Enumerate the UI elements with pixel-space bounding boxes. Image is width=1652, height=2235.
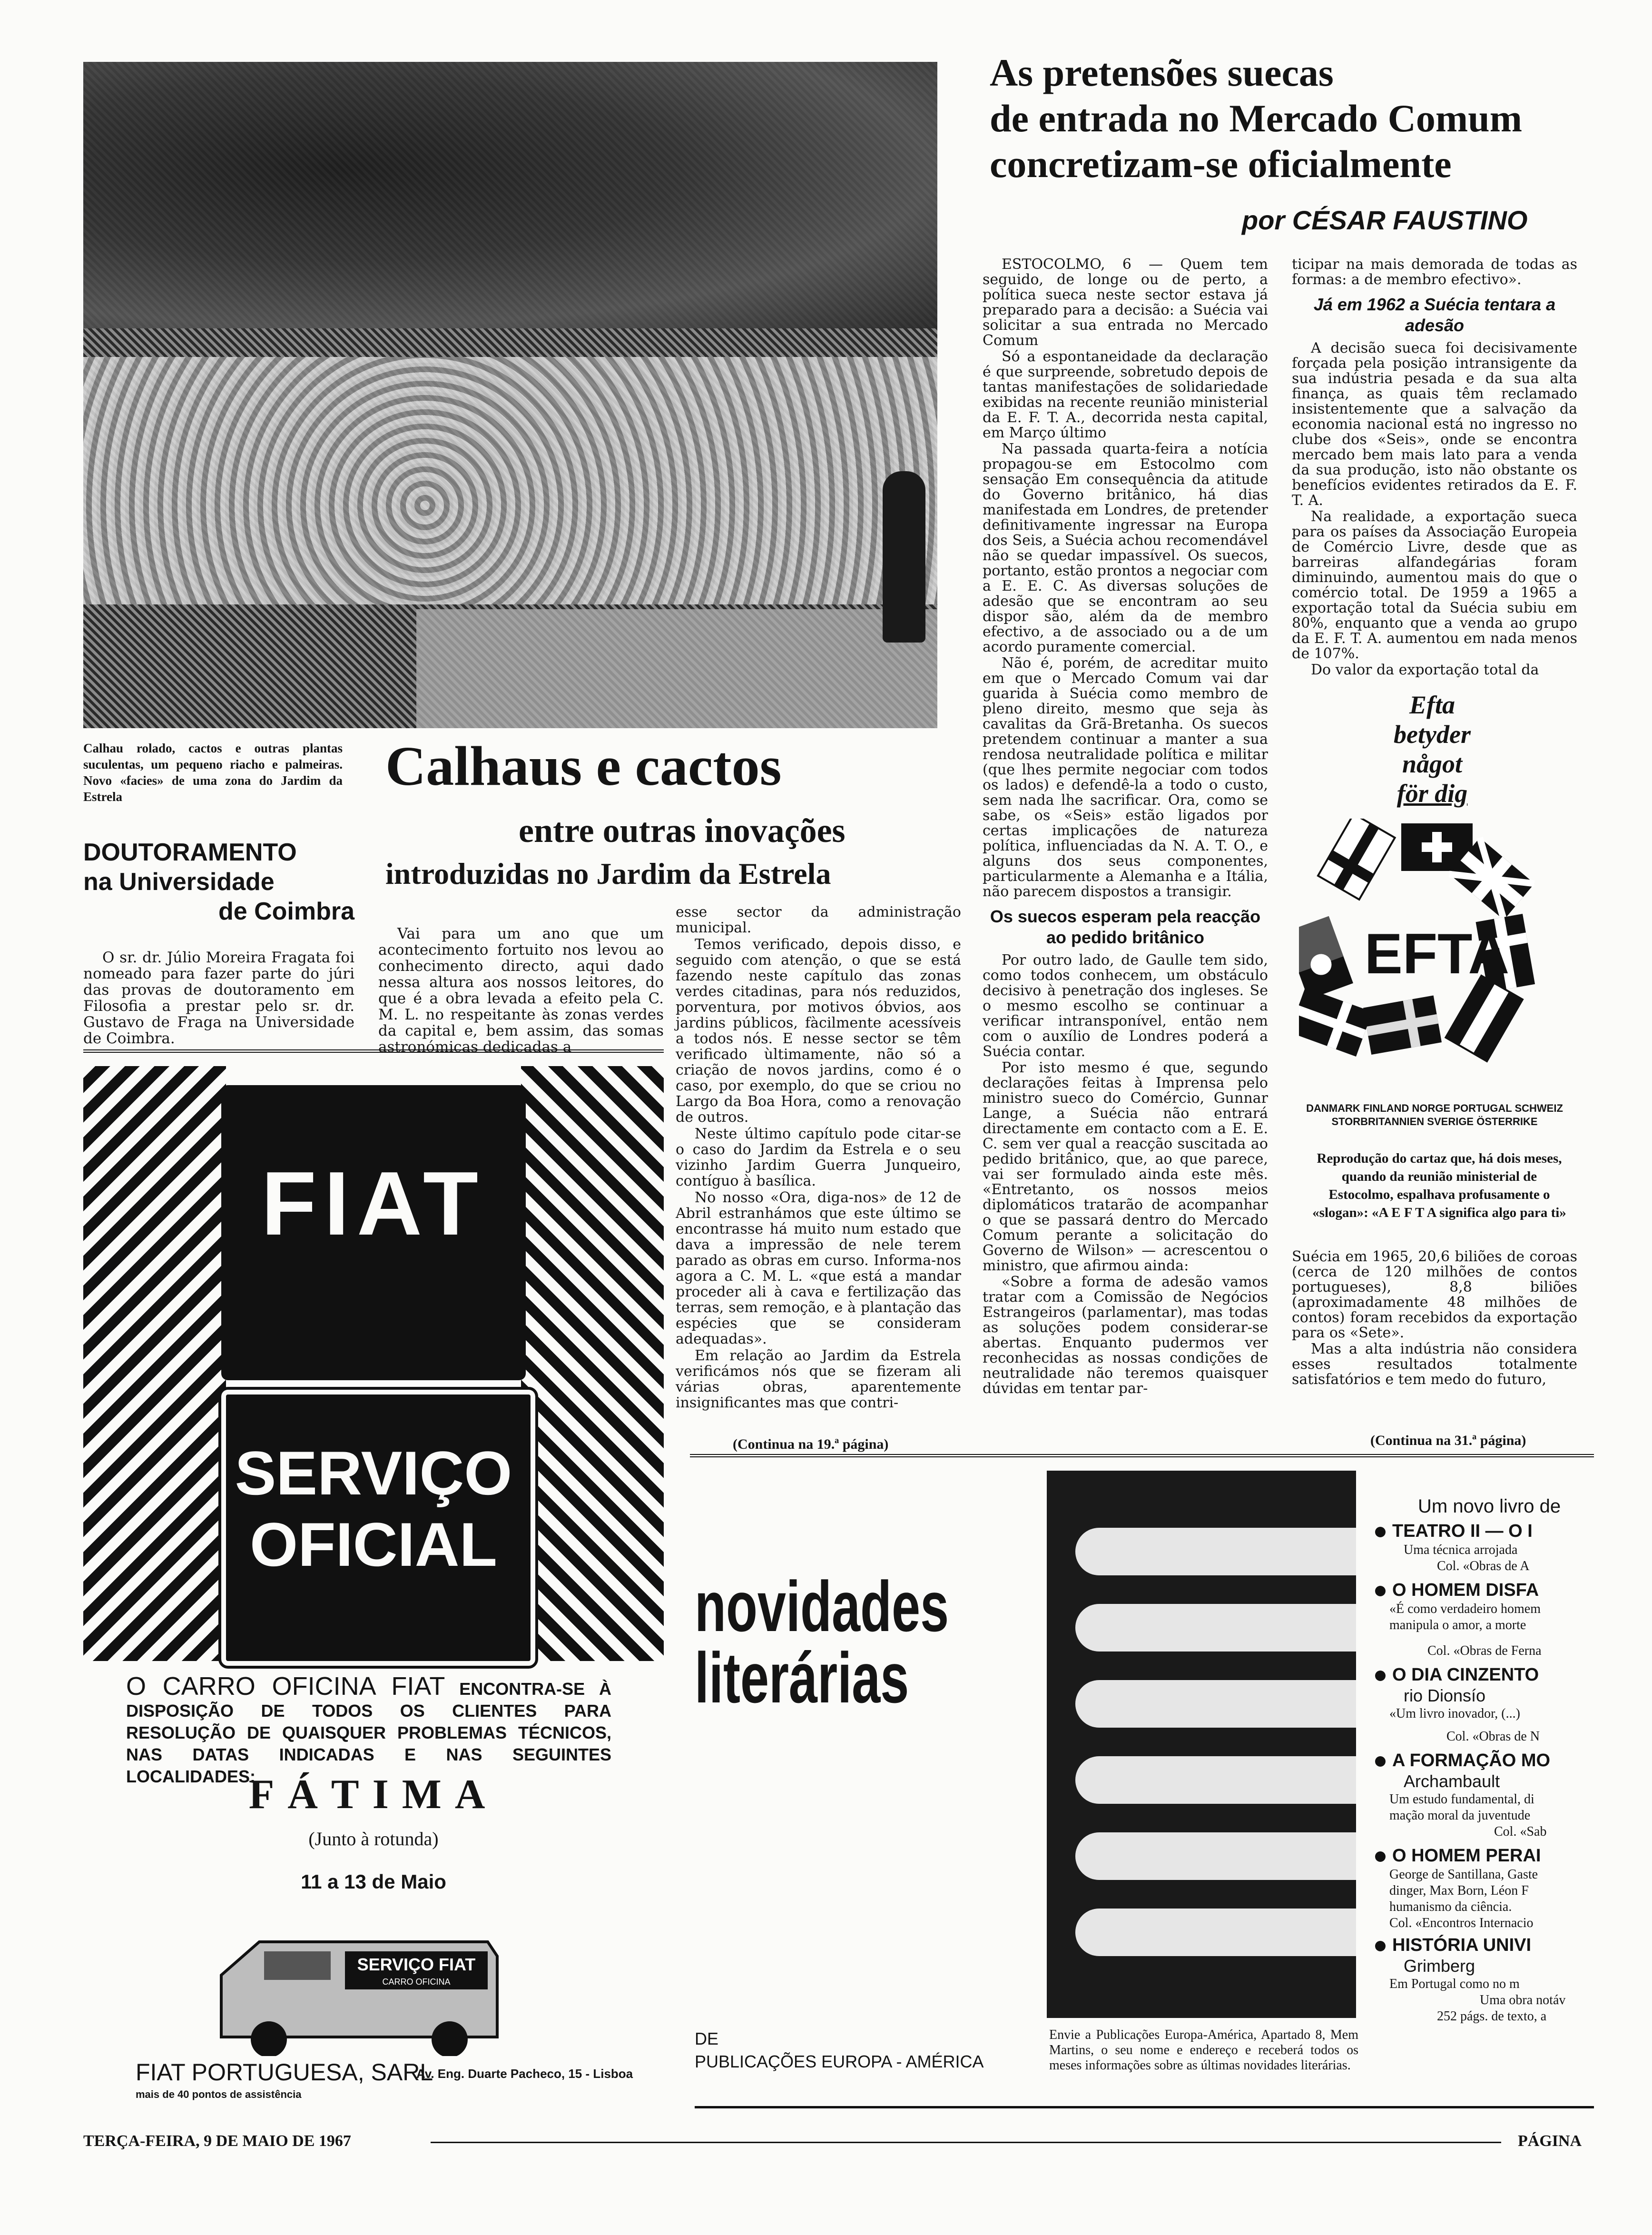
book-6 [1075, 1909, 1356, 1956]
flag-portugal-icon [1299, 916, 1353, 999]
bullet-icon [1375, 1671, 1386, 1681]
photo-figure [883, 471, 925, 643]
bullet-icon [1375, 1756, 1386, 1767]
book-4 [1075, 1756, 1356, 1804]
fiat-dates: 11 a 13 de Maio [301, 1870, 446, 1893]
book-item-4: A FORMAÇÃO MO Archambault Um estudo fundamental, di mação moral da juventude Col. «Sab [1375, 1750, 1594, 1840]
photo-rocks [83, 357, 937, 604]
books-stack-panel [1047, 1471, 1356, 2018]
photo-path [416, 609, 937, 728]
suecia-headline-line3: concretizam-se oficialmente [990, 142, 1452, 186]
books-title: novidades literárias [695, 1566, 949, 1718]
suecia-subhead-1: Os suecos esperam pela reacção ao pedido britânico [990, 907, 1261, 947]
fiat-van-illustration [202, 1923, 507, 2056]
books-send-info: Envie a Publicações Europa-América, Apartado 8, Mem Martins, o seu nome e endereço e receberá todos os meses informações sobre as últimas novidades literárias. [1049, 2027, 1358, 2073]
book-2 [1075, 1604, 1356, 1652]
flag-finland-icon [1318, 819, 1395, 900]
van-wheel-front [251, 2021, 287, 2056]
estrela-title: Calhaus e cactos [385, 735, 782, 797]
books-bottom-rule [695, 2106, 1594, 2108]
book-item-6: HISTÓRIA UNIVI Grimberg Em Portugal como no m Uma obra notáv 252 págs. de texto, a [1375, 1934, 1594, 2025]
efta-logo: EFTA [1364, 922, 1510, 986]
book-1 [1075, 1528, 1356, 1575]
fiat-company: FIAT PORTUGUESA, SARL [136, 2059, 433, 2086]
suecia-byline: por CÉSAR FAUSTINO [1242, 205, 1528, 235]
doutoramento-title-line1: DOUTORAMENTO [83, 839, 297, 866]
footer-date: TERÇA-FEIRA, 9 DE MAIO DE 1967 [83, 2132, 351, 2150]
book-item-1: TEATRO II — O I Uma técnica arrojada Col. «Obras de A [1375, 1520, 1594, 1574]
estrela-column-2: esse sector da administração municipal. Temos verificado, depois disso, e seguido com atenção, o que se está fazendo neste capítulo das zonas verdes citadinas, para nós reduzidos, porventura, por motivos óbvios, aos jardins públicos, fàcilmente acessíveis a todos nós. E nesse sector se têm verificado ùltimamente, não só a criação de novos jardins, como é o caso, por exemplo, do que se criou no Largo da Boa Hora, como a renovação de outros. Neste último capítulo pode citar-se o caso do Jardim da Estrela e o seu vizinho Jardim Guerra Junqueiro, contíguo à basílica. No nosso «Ora, diga-nos» de 12 de Abril estranhámos que este último se encontrasse há muito num estado que dava a impressão de nele terem parado as obras em curso. Informa-nos agora a C. M. L. «que está a mandar proceder ali à cava e fertilização das terras, sem remoção, e à plantação das espécies que se consideram adequadas». Em relação ao Jardim da Estrela verificámos nós que se fizeram ali várias obras, aparentemente insignificantes mas que contri- [676, 904, 961, 1411]
doutoramento-title [83, 838, 354, 926]
book-item-5: O HOMEM PERAI George de Santillana, Gaste dinger, Max Born, Léon F humanismo da ciência. Col. «Encontros Internacio [1375, 1845, 1594, 1931]
fiat-city: FÁTIMA [248, 1771, 499, 1818]
estrela-subtitle-2: introduzidas no Jardim da Estrela [385, 857, 831, 890]
suecia-column-a: ESTOCOLMO, 6 — Quem tem seguido, de longe ou de perto, a política sueca neste sector estava já preparado para a decisão: a Suécia vai solicitar a sua entrada no Mercado Comum Só a espontaneidade da declaração é que surpreende, sobretudo depois de tantas manifestações de solidariedade exibidas na recente reunião ministerial da E. F. T. A., decorrida nesta capital, em Março último Na passada quarta-feira a notícia propagou-se em Estocolmo com sensação Em consequência da atitude do Governo britânico, há dias manifestada em Londres, de pretender definitivamente ingressar na Europa dos Seis, a Suécia achou recomendável não se quedar impassível. Os suecos, portanto, estão prontos a negociar com a E. E. C. As diversas soluções de adesão que se encontram ao seu dispor são, além da de membro efectivo, a de associado ou a de um acordo puramente comercial. Não é, porém, de acreditar muito em que o Mercado Comum vai dar guarida à Suécia como membro de pleno direito, mesmo que seja às cavalitas da Grã-Bretanha. Os suecos pretendem continuar a manter a sua rendosa neutralidade política e militar (que lhes permite negociar com todos os lados) e defendê-la a todo o custo, sem nada lhe sacrificar. Ora, como se sabe, os «Seis» estão ligados por certas implicações de natureza política, influenciadas da N. A. T. O., e alguns dos seus componentes, particularmente a Alemanha e a Itália, não parecem dispostos a transigir. Os suecos esperam pela reacção ao pedido britânico Por outro lado, de Gaulle tem sido, como todos conhecem, um obstáculo decisivo à penetração dos ingleses. Se o mesmo escolho se continuar a verificar intransponível, então nem com o auxílio de Londres poderá a Suécia contar. Por isto mesmo é que, segundo declarações feitas à Imprensa pelo ministro sueco do Comércio, Gunnar Lange, a Suécia não entrará directamente em contacto com a E. E. C. sem ver qual a reacção suscitada ao pedido britânico, que, ao que parece, vai ser formulado ainda este mês. «Entretanto, os nossos meios diplomáticos tratarão de acompanhar o que se passará dentro do Mercado Comum perante a solicitação do Governo de Wilson» — acrescentou o ministro, que afirmou ainda: «Sobre a forma de adesão vamos tratar com a Comissão de Negócios Estrangeiros (parlamentar), mas todas as soluções podem considerar-se abertas. Enquanto pudermos ver reconhecidas as nossas condições de neutralidade não teremos quaisquer dúvidas em tentar par- [983, 256, 1268, 1397]
van-label: SERVIÇO FIAT [357, 1955, 476, 1974]
bullet-icon [1375, 1851, 1386, 1862]
photo-caption: Calhau rolado, cactos e outras plantas suculentas, um pequeno riacho e palmeiras. Novo «facies» de uma zona do Jardim da Estrela [83, 741, 343, 804]
books-list [1375, 1494, 1594, 2025]
van-sublabel: CARRO OFICINA [382, 1977, 451, 1987]
fiat-ad [83, 1066, 664, 2104]
fiat-stripes-right [521, 1066, 664, 1661]
book-5 [1075, 1832, 1356, 1880]
separator-rule-right [690, 1454, 1594, 1457]
suecia-headline-line2: de entrada no Mercado Comum [990, 97, 1523, 140]
suecia-column-b-bottom: Suécia em 1965, 20,6 biliões de coroas (cerca de 120 milhões de contos portugueses), 8,8 biliões (aproximadamente 48 milhões de contos) foram recebidos da exportação para os «Sete». Mas a alta indústria não considera esses resultados totalmente satisfatórios e tem medo do futuro, [1292, 1248, 1577, 1388]
suecia-column-b: ticipar na mais demorada de todas as formas: a de membro efectivo». Já em 1962 a Suécia tentara a adesão A decisão sueca foi decisivamente forçada pela posição intransigente da sua indústria pesada e da sua alta finança, as quais têm reclamado insistentemente que a salvação da economia nacional está no ingresso no clube dos «Seis», onde se encontra mercado bem mais lato para a venda da sua produção, isto não obstante os benefícios evidentes retirados da E. F. T. A. Na realidade, a exportação sueca para os países da Associação Europeia de Comércio Livre, desde que as barreiras alfandegárias foram diminuindo, aumentou mais do que o comércio total. De 1959 a 1965 a exportação total da Suécia subiu em 80%, enquanto que a venda ao grupo da E. F. T. A. aumentou em nada menos de 107%. Do valor da exportação total da [1292, 256, 1577, 678]
fiat-network: mais de 40 pontos de assistência [136, 2088, 302, 2100]
book-item-3: O DIA CINZENTO rio Dionsío «Um livro inovador, (...) Col. «Obras de N [1375, 1664, 1594, 1745]
fiat-place: (Junto à rotunda) [308, 1828, 439, 1849]
fiat-address: Av. Eng. Duarte Pacheco, 15 - Lisboa [416, 2067, 633, 2081]
footer-rule [431, 2142, 1501, 2143]
efta-flag-ring [1299, 819, 1575, 1095]
efta-poster-caption: Reprodução do cartaz que, há dois meses, quando da reunião ministerial de Estocolmo, espalhava profusamente o «slogan»: «A E F T A significa algo para ti» [1312, 1151, 1566, 1220]
footer-page-label: PÁGINA [1518, 2132, 1582, 2150]
doutoramento-body: O sr. dr. Júlio Moreira Fragata foi nomeado para fazer parte do júri das provas de doutoramento em Filosofia a prestar pelo sr. dr. Gustavo de Fraga na Universidade de Coimbra. [83, 949, 354, 1047]
fiat-service: SERVIÇO OFICIAL [235, 1438, 512, 1579]
doutoramento-title-line2: na Universidade [83, 868, 275, 896]
efta-countries: DANMARK FINLAND NORGE PORTUGAL SCHWEIZ STORBRITANNIEN SVERIGE ÖSTERRIKE [1306, 1102, 1563, 1127]
book-3 [1075, 1680, 1356, 1728]
efta-tagline: Efta betyder något för dig [1394, 691, 1471, 808]
books-publisher: DE PUBLICAÇÕES EUROPA - AMÉRICA [695, 2029, 984, 2071]
photo-trees [83, 62, 937, 328]
fiat-stripes-left [83, 1066, 226, 1661]
fiat-brand: FIAT [261, 1153, 486, 1254]
van-wheel-rear [432, 2021, 468, 2056]
suecia-headline-line1: As pretensões suecas [990, 51, 1334, 94]
fiat-text-block: O CARRO OFICINA FIAT ENCONTRA-SE À DISPOSIÇÃO DE TODOS OS CLIENTES PARA RESOLUÇÃO DE QUAISQUER PROBLEMAS TÉCNICOS, NAS DATAS INDICADAS E NAS SEGUINTES LOCALIDADES: [126, 1672, 611, 1786]
book-item-2: O HOMEM DISFA «É como verdadeiro homem manipula o amor, a morte Col. «Obras de Ferna [1375, 1579, 1594, 1659]
flag-sweden-icon [1363, 996, 1442, 1055]
bullet-icon [1375, 1941, 1386, 1951]
bullet-icon [1375, 1527, 1386, 1537]
estrela-continuation: (Continua na 19.ª página) [733, 1436, 889, 1452]
garden-photo [83, 62, 937, 728]
estrela-column-1: Vai para um ano que um acontecimento fortuito nos levou ao conhecimento directo, aqui dado nessa altura aos nossos leitores, do que é a obra levada a efeito pela C. M. L. no respeitante às zonas verdes da capital e, bem assim, das somas astronómicas dedicadas a [378, 925, 664, 1056]
books-list-header: Um novo livro de [1418, 1496, 1561, 1517]
doutoramento-title-line3: de Coimbra [218, 898, 354, 925]
suecia-subhead-2: Já em 1962 a Suécia tentara a adesão [1313, 295, 1556, 335]
suecia-continuation: (Continua na 31.ª página) [1370, 1433, 1526, 1448]
suecia-headline [990, 50, 1522, 187]
estrela-subtitle-1: entre outras inovações [519, 811, 846, 850]
flag-austria-icon [1446, 976, 1523, 1061]
bullet-icon [1375, 1586, 1386, 1596]
separator-rule-left [83, 1049, 664, 1053]
